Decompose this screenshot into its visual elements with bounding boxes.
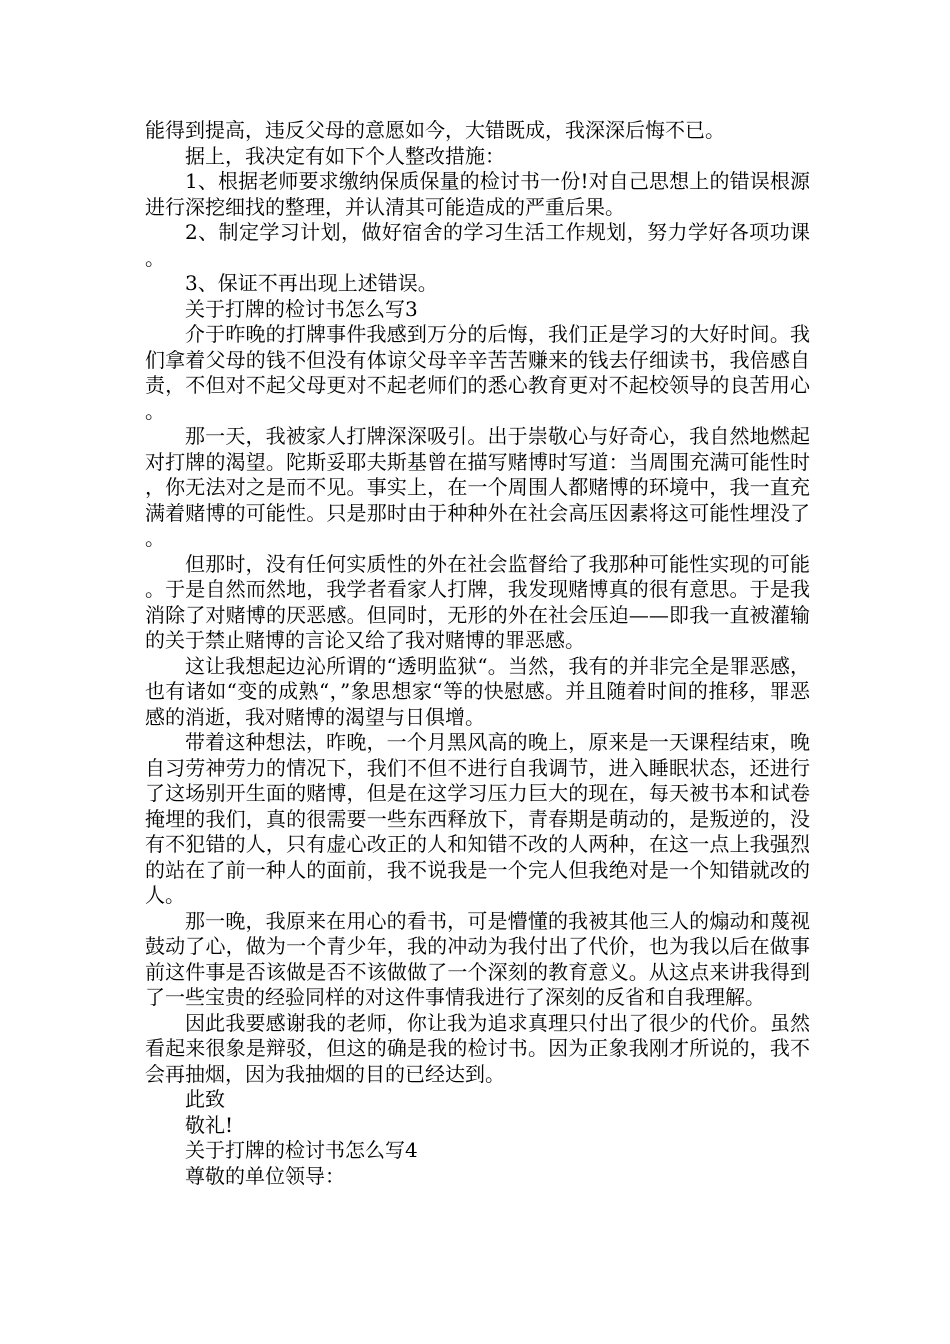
list-item: 1、根据老师要求缴纳保质保量的检讨书一份!对自己思想上的错误根源进行深挖细找的整理，并认清其可能造成的严重后果。 [145, 169, 810, 219]
paragraph: 那一天，我被家人打牌深深吸引。出于崇敬心与好奇心，我自然地燃起对打牌的渴望。陀斯妥耶夫斯基曾在描写赌博时写道：当周围充满可能性时，你无法对之是而不见。事实上，在一个周围人都赌博的环境中，我一直充满着赌博的可能性。只是那时由于种种外在社会高压因素将这可能性埋没了。 [145, 424, 810, 550]
section-heading: 关于打牌的检讨书怎么写4 [185, 1138, 418, 1162]
closing-line: 敬礼! [185, 1112, 234, 1137]
list-item: 3、保证不再出现上述错误。 [185, 271, 438, 295]
paragraph: 那一晚，我原来在用心的看书，可是懵懂的我被其他三人的煽动和蔑视鼓动了心，做为一个青少年，我的冲动为我付出了代价，也为我以后在做事前这件事是否该做是否不该做做了一个深刻的教育意义。从这点来讲我得到了一些宝贵的经验同样的对这件事情我进行了深刻的反省和自我理解。 [145, 908, 810, 1009]
section-heading: 关于打牌的检讨书怎么写3 [185, 296, 418, 321]
list-item: 2、制定学习计划，做好宿舍的学习生活工作规划，努力学好各项功课。 [145, 220, 810, 270]
salutation: 尊敬的单位领导： [185, 1163, 345, 1188]
paragraph: 因此我要感谢我的老师，你让我为追求真理只付出了很少的代价。虽然看起来很象是辩驳，但这的确是我的检讨书。因为正象我刚才所说的，我不会再抽烟，因为我抽烟的目的已经达到。 [145, 1010, 810, 1086]
closing-line: 此致 [185, 1087, 225, 1111]
paragraph: 带着这种想法，昨晚，一个月黑风高的晚上，原来是一天课程结束，晚自习劳神劳力的情况下，我们不但不进行自我调节，进入睡眠状态，还进行了这场别开生面的赌博，但是在这学习压力巨大的现在，每天被书本和试卷掩埋的我们，真的很需要一些东西释放下，青春期是萌动的，是叛逆的，没有不犯错的人，只有虚心改正的人和知错不改的人两种，在这一点上我强烈的站在了前一种人的面前，我不说我是一个完人但我绝对是一个知错就改的人。 [145, 730, 810, 907]
paragraph: 据上，我决定有如下个人整改措施： [185, 143, 505, 168]
paragraph: 这让我想起边沁所谓的“透明监狱“。当然，我有的并非完全是罪恶感，也有诸如“变的成熟“，”象思想家“等的快慰感。并且随着时间的推移，罪恶感的消逝，我对赌博的渴望与日俱增。 [145, 653, 810, 729]
paragraph: 能得到提高，违反父母的意愿如今，大错既成，我深深后悔不已。 [145, 118, 725, 142]
paragraph: 介于昨晚的打牌事件我感到万分的后悔，我们正是学习的大好时间。我们拿着父母的钱不但没有体谅父母辛辛苦苦赚来的钱去仔细读书，我倍感自责，不但对不起父母更对不起老师们的悉心教育更对不起校领导的良苦用心。 [145, 322, 810, 423]
document-body [145, 118, 810, 1189]
paragraph: 但那时，没有任何实质性的外在社会监督给了我那种可能性实现的可能。于是自然而然地，我学者看家人打牌，我发现赌博真的很有意思。于是我消除了对赌博的厌恶感。但同时，无形的外在社会压迫——即我一直被灌输的关于禁止赌博的言论又给了我对赌博的罪恶感。 [145, 551, 810, 652]
